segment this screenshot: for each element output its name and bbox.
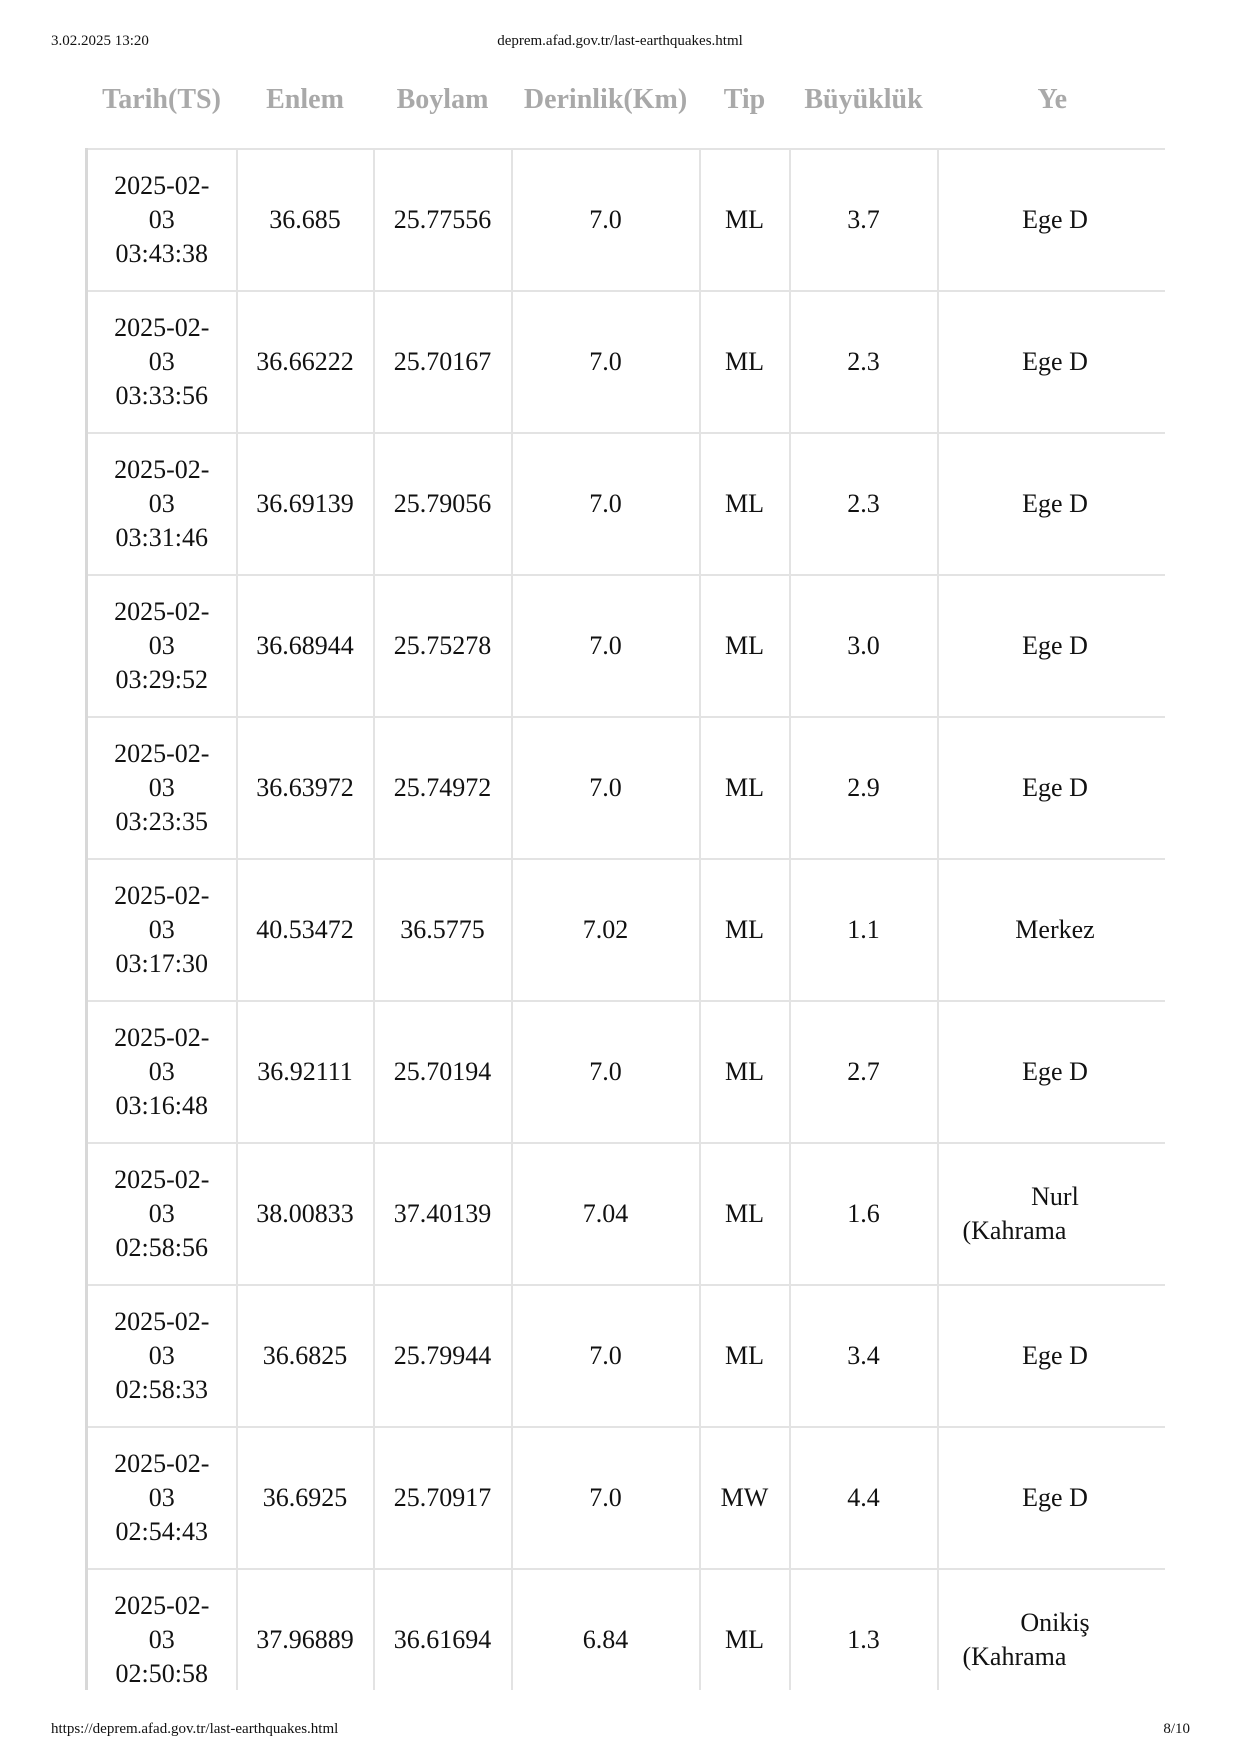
table-row[interactable] <box>87 1001 1166 1143</box>
type-cell: ML <box>700 1143 790 1285</box>
longitude-cell: 25.75278 <box>374 575 512 717</box>
date-cell <box>87 149 237 291</box>
column-header-location[interactable]: Ye <box>1037 84 1068 115</box>
latitude-cell: 36.6825 <box>237 1285 374 1427</box>
location-cell <box>938 291 1166 433</box>
time-part: 02:58:56 <box>115 1233 208 1262</box>
type-cell: ML <box>700 149 790 291</box>
type-cell: ML <box>700 1285 790 1427</box>
table-row[interactable] <box>87 575 1166 717</box>
column-header-longitude[interactable]: Boylam <box>396 84 489 115</box>
type-cell: ML <box>700 291 790 433</box>
location-cell <box>938 149 1166 291</box>
magnitude-cell: 3.7 <box>790 149 938 291</box>
location-cell <box>938 1569 1166 1690</box>
column-header-magnitude[interactable]: Büyüklük <box>804 84 923 115</box>
table-body <box>87 149 1166 1690</box>
time-part: 03:23:35 <box>115 807 208 836</box>
magnitude-cell: 2.9 <box>790 717 938 859</box>
longitude-cell: 25.70167 <box>374 291 512 433</box>
earthquake-table-viewport[interactable] <box>85 70 1165 1690</box>
date-part: 2025-02- <box>114 1591 210 1620</box>
longitude-cell: 25.70917 <box>374 1427 512 1569</box>
depth-cell: 7.0 <box>512 1001 700 1143</box>
date-part: 2025-02- <box>114 1307 210 1336</box>
print-page-number: 8/10 <box>1163 1721 1190 1737</box>
date-part: 2025-02- <box>114 455 210 484</box>
date-cell <box>87 1001 237 1143</box>
date-part: 2025-02- <box>114 1449 210 1478</box>
table-header <box>87 70 1166 149</box>
date-part: 2025-02- <box>114 881 210 910</box>
type-cell: ML <box>700 433 790 575</box>
latitude-cell: 36.92111 <box>237 1001 374 1143</box>
date-part: 2025-02- <box>114 313 210 342</box>
print-datetime: 3.02.2025 13:20 <box>51 33 149 49</box>
table-row[interactable] <box>87 433 1166 575</box>
type-cell: ML <box>700 717 790 859</box>
magnitude-cell: 1.3 <box>790 1569 938 1690</box>
table-row[interactable] <box>87 1143 1166 1285</box>
time-part: 03:16:48 <box>115 1091 208 1120</box>
type-cell: ML <box>700 859 790 1001</box>
latitude-cell: 36.685 <box>237 149 374 291</box>
header-row <box>87 70 1166 149</box>
location-name: Ege D <box>1022 489 1088 518</box>
column-header-type[interactable]: Tip <box>723 84 766 115</box>
date-day: 03 <box>148 205 175 234</box>
column-header-depth[interactable]: Derinlik(Km) <box>523 84 688 115</box>
location-name: Nurl <box>1031 1182 1079 1211</box>
location-name: Ege D <box>1022 773 1088 802</box>
magnitude-cell: 2.7 <box>790 1001 938 1143</box>
type-cell: ML <box>700 1569 790 1690</box>
table-row[interactable] <box>87 291 1166 433</box>
longitude-cell: 25.70194 <box>374 1001 512 1143</box>
location-cell <box>938 859 1166 1001</box>
date-cell <box>87 433 237 575</box>
location-province: (Kahrama <box>962 1642 1067 1671</box>
time-part: 03:33:56 <box>115 381 208 410</box>
depth-cell: 6.84 <box>512 1569 700 1690</box>
magnitude-cell: 4.4 <box>790 1427 938 1569</box>
depth-cell: 7.02 <box>512 859 700 1001</box>
longitude-cell: 25.79944 <box>374 1285 512 1427</box>
location-name: Ege D <box>1022 1341 1088 1370</box>
date-day: 03 <box>148 915 175 944</box>
time-part: 03:29:52 <box>115 665 208 694</box>
location-cell <box>938 433 1166 575</box>
depth-cell: 7.0 <box>512 291 700 433</box>
location-name: Ege D <box>1022 1057 1088 1086</box>
type-cell: ML <box>700 575 790 717</box>
time-part: 03:17:30 <box>115 949 208 978</box>
magnitude-cell: 3.4 <box>790 1285 938 1427</box>
table-row[interactable] <box>87 717 1166 859</box>
date-part: 2025-02- <box>114 739 210 768</box>
depth-cell: 7.0 <box>512 1285 700 1427</box>
table-row[interactable] <box>87 859 1166 1001</box>
location-cell <box>938 717 1166 859</box>
location-name: Merkez <box>1015 915 1095 944</box>
time-part: 02:58:33 <box>115 1375 208 1404</box>
date-day: 03 <box>148 1057 175 1086</box>
earthquake-table <box>85 70 1165 1690</box>
location-cell <box>938 1427 1166 1569</box>
latitude-cell: 36.6925 <box>237 1427 374 1569</box>
date-day: 03 <box>148 1341 175 1370</box>
date-day: 03 <box>148 1625 175 1654</box>
print-footer <box>0 1721 1240 1741</box>
date-day: 03 <box>148 347 175 376</box>
date-part: 2025-02- <box>114 1165 210 1194</box>
date-cell <box>87 859 237 1001</box>
time-part: 03:43:38 <box>115 239 208 268</box>
table-row[interactable] <box>87 1427 1166 1569</box>
depth-cell: 7.0 <box>512 717 700 859</box>
magnitude-cell: 2.3 <box>790 433 938 575</box>
date-part: 2025-02- <box>114 1023 210 1052</box>
date-cell <box>87 1285 237 1427</box>
longitude-cell: 36.5775 <box>374 859 512 1001</box>
longitude-cell: 25.74972 <box>374 717 512 859</box>
date-day: 03 <box>148 1199 175 1228</box>
column-header-latitude[interactable]: Enlem <box>266 84 344 115</box>
latitude-cell: 38.00833 <box>237 1143 374 1285</box>
date-cell <box>87 1143 237 1285</box>
depth-cell: 7.04 <box>512 1143 700 1285</box>
longitude-cell: 25.77556 <box>374 149 512 291</box>
magnitude-cell: 2.3 <box>790 291 938 433</box>
column-header-date[interactable]: Tarih(TS) <box>102 84 221 115</box>
date-cell <box>87 717 237 859</box>
type-cell: ML <box>700 1001 790 1143</box>
latitude-cell: 36.63972 <box>237 717 374 859</box>
depth-cell: 7.0 <box>512 149 700 291</box>
date-day: 03 <box>148 489 175 518</box>
time-part: 02:54:43 <box>115 1517 208 1546</box>
print-footer-url: https://deprem.afad.gov.tr/last-earthquakes.html <box>51 1721 339 1737</box>
magnitude-cell: 3.0 <box>790 575 938 717</box>
latitude-cell: 40.53472 <box>237 859 374 1001</box>
table-row[interactable] <box>87 1569 1166 1690</box>
time-part: 02:50:58 <box>115 1659 208 1688</box>
date-part: 2025-02- <box>114 597 210 626</box>
location-name: Ege D <box>1022 631 1088 660</box>
date-cell <box>87 575 237 717</box>
date-part: 2025-02- <box>114 171 210 200</box>
magnitude-cell: 1.6 <box>790 1143 938 1285</box>
latitude-cell: 36.68944 <box>237 575 374 717</box>
date-day: 03 <box>148 1483 175 1512</box>
depth-cell: 7.0 <box>512 1427 700 1569</box>
latitude-cell: 36.66222 <box>237 291 374 433</box>
table-row[interactable] <box>87 1285 1166 1427</box>
print-header <box>0 33 1240 53</box>
latitude-cell: 36.69139 <box>237 433 374 575</box>
depth-cell: 7.0 <box>512 433 700 575</box>
longitude-cell: 36.61694 <box>374 1569 512 1690</box>
date-day: 03 <box>148 631 175 660</box>
print-page-title: deprem.afad.gov.tr/last-earthquakes.html <box>497 33 743 49</box>
location-name: Ege D <box>1022 347 1088 376</box>
longitude-cell: 37.40139 <box>374 1143 512 1285</box>
location-name: Onikiş <box>1020 1608 1090 1637</box>
location-name: Ege D <box>1022 205 1088 234</box>
location-province: (Kahrama <box>962 1216 1067 1245</box>
location-cell <box>938 575 1166 717</box>
location-name: Ege D <box>1022 1483 1088 1512</box>
type-cell: MW <box>700 1427 790 1569</box>
magnitude-cell: 1.1 <box>790 859 938 1001</box>
date-cell <box>87 1569 237 1690</box>
time-part: 03:31:46 <box>115 523 208 552</box>
location-cell <box>938 1285 1166 1427</box>
latitude-cell: 37.96889 <box>237 1569 374 1690</box>
date-cell <box>87 291 237 433</box>
table-row[interactable] <box>87 149 1166 291</box>
depth-cell: 7.0 <box>512 575 700 717</box>
location-cell <box>938 1143 1166 1285</box>
longitude-cell: 25.79056 <box>374 433 512 575</box>
date-cell <box>87 1427 237 1569</box>
date-day: 03 <box>148 773 175 802</box>
location-cell <box>938 1001 1166 1143</box>
